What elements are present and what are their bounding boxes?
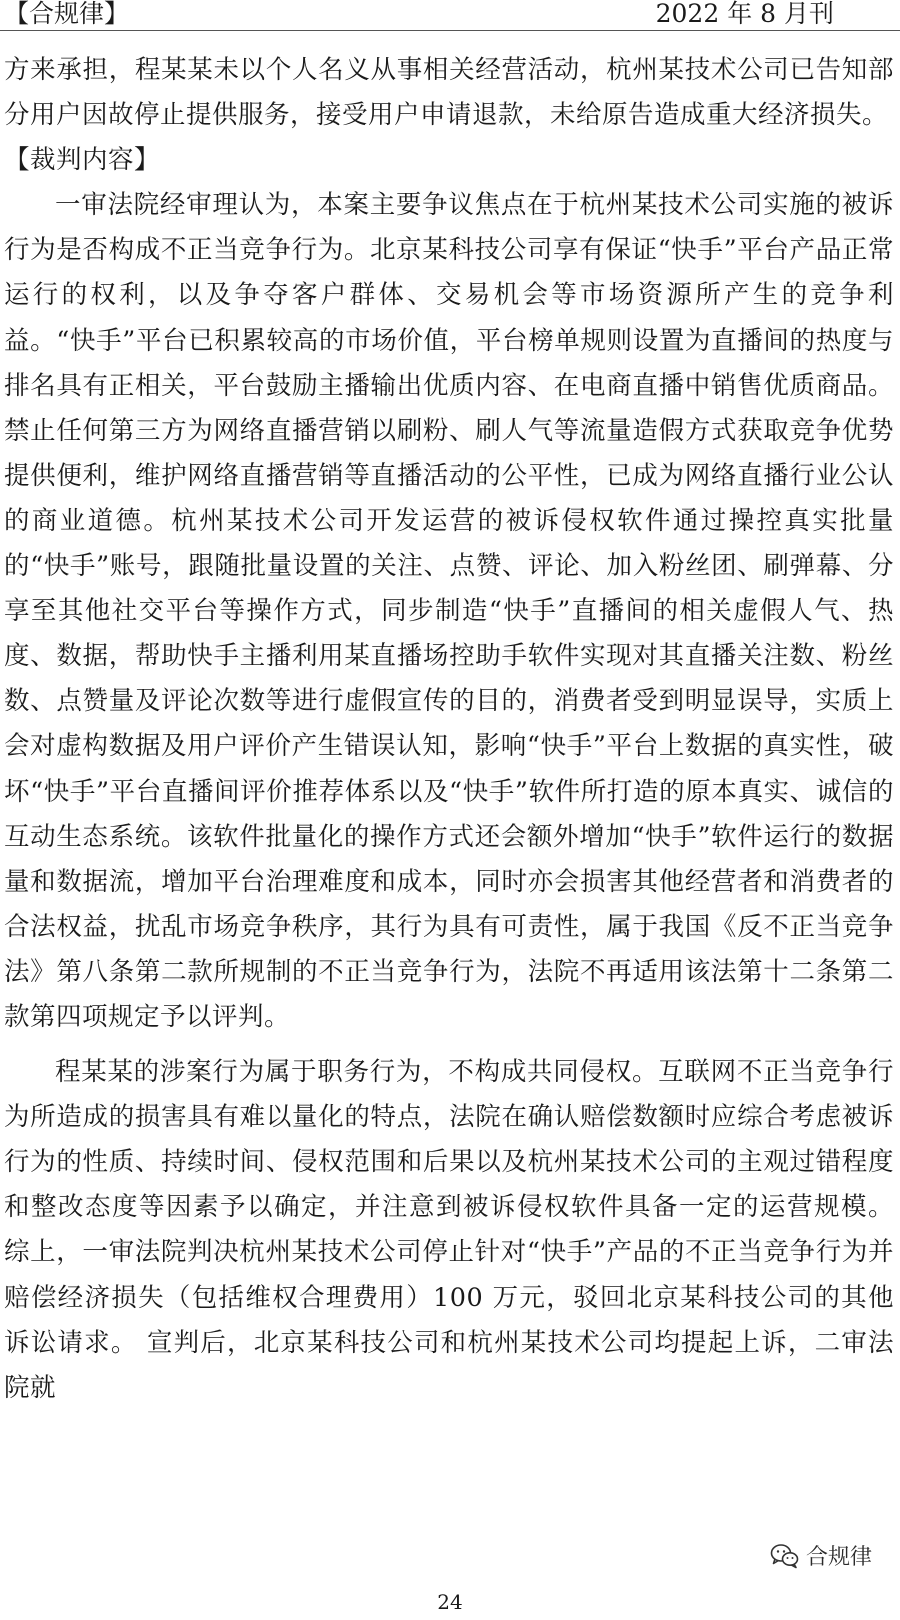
intro-paragraph: 方来承担，程某某未以个人名义从事相关经营活动，杭州某技术公司已告知部分用户因故停止提供服务，接受用户申请退款，未给原告造成重大经济损失。: [4, 55, 894, 131]
wechat-watermark: [770, 1540, 872, 1571]
watermark-label: 合规律: [806, 1545, 873, 1570]
page-number: 24: [437, 1590, 463, 1614]
article-body: [4, 48, 894, 1411]
paragraph-first-instance-reasoning: 一审法院经审理认为，本案主要争议焦点在于杭州某技术公司实施的被诉行为是否构成不正当竞争行为。北京某科技公司享有保证“快手”平台产品正常运行的权利，以及争夺客户群体、交易机会等市场资源所产生的竞争利益。“快手”平台已积累较高的市场价值，平台榜单规则设置为直播间的热度与排名具有正相关，平台鼓励主播输出优质内容、在电商直播中销售优质商品。禁止任何第三方为网络直播营销以刷粉、刷人气等流量造假方式获取竞争优势提供便利，维护网络直播营销等直播活动的公平性，已成为网络直播行业公认的商业道德。杭州某技术公司开发运营的被诉侵权软件通过操控真实批量的“快手”账号，跟随批量设置的关注、点赞、评论、加入粉丝团、刷弹幕、分享至其他社交平台等操作方式，同步制造“快手”直播间的相关虚假人气、热度、数据，帮助快手主播利用某直播场控助手软件实现对其直播关注数、粉丝数、点赞量及评论次数等进行虚假宣传的目的，消费者受到明显误导，实质上会对虚构数据及用户评价产生错误认知，影响“快手”平台上数据的真实性，破坏“快手”平台直播间评价推荐体系以及“快手”软件所打造的原本真实、诚信的互动生态系统。该软件批量化的操作方式还会额外增加“快手”软件运行的数据量和数据流，增加平台治理难度和成本，同时亦会损害其他经营者和消费者的合法权益，扰乱市场竞争秩序，其行为具有可责性，属于我国《反不正当竞争法》第八条第二款所规制的不正当竞争行为，法院不再适用该法第十二条第二款第四项规定予以评判。: [4, 190, 894, 1032]
page-header: [0, 0, 900, 31]
issue-date: 2022 年 8 月刊: [655, 0, 834, 28]
wechat-icon: [770, 1543, 800, 1569]
section-heading: 【裁判内容】: [4, 145, 161, 176]
journal-name: 【合规律】: [4, 0, 130, 28]
paragraph-judgment: 程某某的涉案行为属于职务行为，不构成共同侵权。互联网不正当竞争行为所造成的损害具有难以量化的特点，法院在确认赔偿数额时应综合考虑被诉行为的性质、持续时间、侵权范围和后果以及杭州某技术公司的主观过错程度和整改态度等因素予以确定，并注意到被诉侵权软件具备一定的运营规模。 综上，一审法院判决杭州某技术公司停止针对“快手”产品的不正当竞争行为并赔偿经济损失（包括维权合理费用）100 万元，驳回北京某科技公司的其他诉讼请求。 宣判后，北京某科技公司和杭州某技术公司均提起上诉，二审法院就: [4, 1057, 894, 1403]
